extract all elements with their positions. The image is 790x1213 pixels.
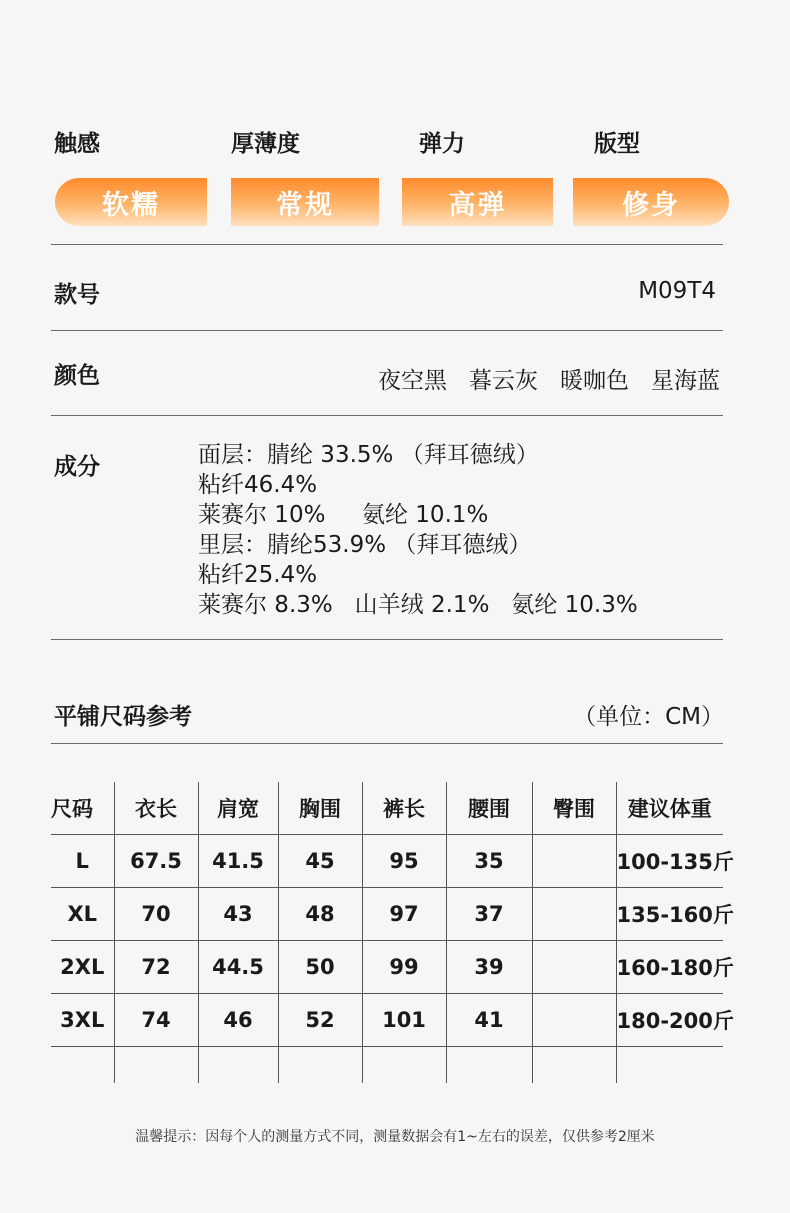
table-cell: 48 — [278, 888, 362, 941]
column-header: 胸围 — [278, 782, 362, 835]
table-cell: 50 — [278, 941, 362, 994]
composition-line: 面层：腈纶 33.5% （拜耳德绒） — [198, 442, 539, 468]
table-cell: 99 — [362, 941, 446, 994]
table-cell — [446, 1047, 532, 1084]
style-no-label: 款号 — [54, 282, 100, 308]
attr-value-regular: 常规 — [231, 178, 379, 226]
table-header-row — [51, 782, 723, 835]
attr-value-high-stretch: 高弹 — [402, 178, 553, 226]
color-item: 暮云灰 — [469, 368, 538, 394]
color-item: 夜空黑 — [378, 368, 447, 394]
table-row-empty — [51, 1047, 723, 1084]
table-cell: 135-160斤 — [616, 888, 723, 941]
colors-label: 颜色 — [54, 363, 100, 389]
table-cell: 35 — [446, 835, 532, 888]
table-cell: 70 — [114, 888, 198, 941]
column-header: 肩宽 — [198, 782, 278, 835]
measurement-note: 温馨提示：因每个人的测量方式不同，测量数据会有1~左右的误差，仅供参考2厘米 — [135, 1129, 655, 1145]
table-cell — [532, 888, 616, 941]
table-cell: 3XL — [51, 994, 114, 1047]
composition-line: 莱赛尔 10% 氨纶 10.1% — [198, 502, 489, 528]
size-table — [51, 782, 734, 1083]
table-cell: XL — [51, 888, 114, 941]
table-cell — [278, 1047, 362, 1084]
divider — [51, 639, 723, 640]
composition-lines — [198, 440, 638, 620]
attr-label-thickness: 厚薄度 — [231, 131, 300, 157]
table-cell — [616, 1047, 723, 1084]
composition-line: 粘纤46.4% — [198, 472, 318, 498]
table-cell: L — [51, 835, 114, 888]
table-cell: 37 — [446, 888, 532, 941]
size-section-title: 平铺尺码参考 — [54, 704, 192, 730]
table-cell: 41 — [446, 994, 532, 1047]
table-cell — [532, 941, 616, 994]
style-no-value: M09T4 — [638, 278, 716, 304]
attr-label-touch: 触感 — [54, 131, 100, 157]
table-cell: 44.5 — [198, 941, 278, 994]
color-item: 暖咖色 — [560, 368, 629, 394]
attr-label-elasticity: 弹力 — [419, 131, 465, 157]
color-item: 星海蓝 — [651, 368, 720, 394]
table-row — [51, 941, 723, 994]
table-cell: 43 — [198, 888, 278, 941]
attr-value-slim: 修身 — [573, 178, 729, 226]
divider — [51, 244, 723, 245]
table-cell — [198, 1047, 278, 1084]
table-cell: 97 — [362, 888, 446, 941]
table-cell: 72 — [114, 941, 198, 994]
table-row — [51, 888, 723, 941]
table-cell: 39 — [446, 941, 532, 994]
column-header: 衣长 — [114, 782, 198, 835]
table-cell — [51, 1047, 114, 1084]
table-cell — [532, 835, 616, 888]
table-row — [51, 994, 723, 1047]
table-cell: 2XL — [51, 941, 114, 994]
divider — [51, 743, 723, 744]
table-cell: 95 — [362, 835, 446, 888]
table-cell — [532, 1047, 616, 1084]
column-header: 臀围 — [532, 782, 616, 835]
table-cell: 74 — [114, 994, 198, 1047]
table-cell: 67.5 — [114, 835, 198, 888]
table-cell: 41.5 — [198, 835, 278, 888]
table-cell: 101 — [362, 994, 446, 1047]
composition-line: 里层：腈纶53.9% （拜耳德绒） — [198, 532, 532, 558]
column-header: 建议体重 — [616, 782, 723, 835]
table-cell — [114, 1047, 198, 1084]
color-list — [378, 362, 720, 395]
table-cell — [532, 994, 616, 1047]
attr-value-soft: 软糯 — [55, 178, 207, 226]
size-section-unit: （单位：CM） — [573, 704, 724, 730]
table-cell: 180-200斤 — [616, 994, 723, 1047]
table-cell — [362, 1047, 446, 1084]
column-header: 尺码 — [51, 797, 93, 821]
attr-label-fit: 版型 — [594, 131, 640, 157]
table-cell: 52 — [278, 994, 362, 1047]
column-header: 腰围 — [446, 782, 532, 835]
composition-line: 粘纤25.4% — [198, 562, 318, 588]
composition-line: 莱赛尔 8.3% 山羊绒 2.1% 氨纶 10.3% — [198, 592, 638, 618]
table-row — [51, 835, 723, 888]
table-cell: 100-135斤 — [616, 835, 723, 888]
divider — [51, 415, 723, 416]
column-header: 裤长 — [362, 782, 446, 835]
table-cell: 46 — [198, 994, 278, 1047]
divider — [51, 330, 723, 331]
table-cell: 45 — [278, 835, 362, 888]
composition-label: 成分 — [54, 454, 100, 480]
table-cell: 160-180斤 — [616, 941, 723, 994]
